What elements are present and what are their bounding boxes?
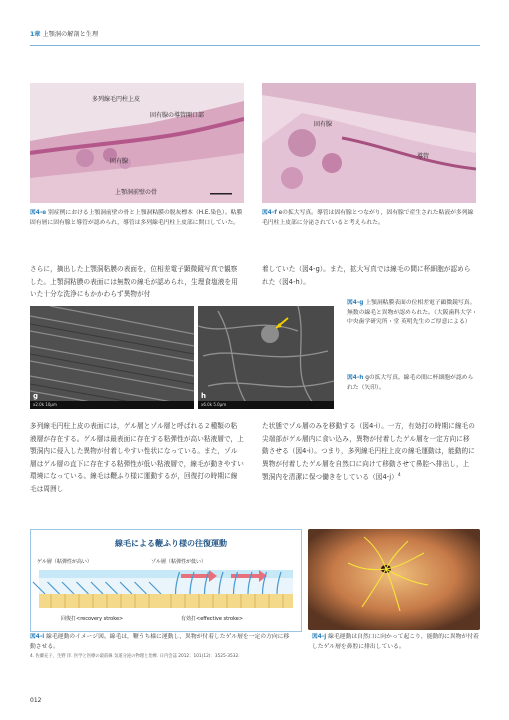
running-header: 1章 上顎洞の解剖と生理 — [30, 31, 99, 38]
label-pseudostratified-epithelium: 多列線毛円柱上皮 — [92, 96, 141, 103]
caption-4i: 図4-i 線毛運動のイメージ図。線毛は，鞭うち様に運動し，異物が付着したゲル層を一定の方向に移動させる。 — [30, 634, 290, 650]
label-bone: 上顎洞前壁の骨 — [115, 189, 158, 196]
sol-layer-label: ゾル層（粘弾性が低い） — [151, 559, 207, 565]
footnote-ref: 4 — [397, 473, 401, 479]
scale-bar-h: x6.0k 5.0μm — [198, 401, 334, 409]
label-gland-f: 固有腺 — [314, 121, 333, 128]
figure-4f-histology-magnified — [262, 83, 476, 203]
page-number: 012 — [30, 697, 42, 704]
scale-bar-g: x2.0k 10μm — [30, 401, 194, 409]
effective-stroke-label: 有効打<effective stroke> — [181, 616, 244, 622]
caption-4g: 図4-g 上顎洞粘膜表面の位相差電子顕微鏡写真。無数の線毛と異物が認められた。（大阪歯科大学・中央歯学研究所・堂 英明先生のご厚意による） — [347, 300, 478, 325]
panel-letter-h: h — [201, 392, 206, 400]
gel-layer-label: ゲル層（粘弾性が高い） — [37, 559, 92, 565]
body-text-2-right: た状態でゾル層のみを移動する（図4-i）。一方，有効打の時期に線毛の尖端部がゲル層内に食い込み，異物が付着したゲル層を一定方向に移動させる（図4-i）。つまり，多列線毛円柱上皮の線毛運動は，能動的に異物が付着したゲル層を自然口に向けて移動させて鼻腔へ排出し，上顎洞内を清潔に保つ働きをしている（図4-j）$^4$ — [262, 422, 475, 482]
figure-4e-histology — [30, 83, 244, 203]
figure-4j-endoscopy — [308, 529, 480, 630]
header-rule — [30, 45, 480, 46]
panel-letter-g: g — [33, 392, 39, 400]
recovery-stroke-label: 回復打<recovery stroke> — [61, 616, 124, 622]
figure-4i-diagram — [30, 529, 302, 632]
diagram-title: 線毛による鞭ふり様の往復運動 — [115, 539, 227, 548]
figure-4g-sem — [30, 306, 194, 409]
body-text-1-right: 着していた（図4-g）。また，拡大写真では線毛の間に杯細胞が認められた（図4-h）。 — [262, 265, 471, 286]
label-duct-opening: 固有腺の導管開口部 — [150, 112, 205, 119]
footnote: 4. 佐藤充子，生野 洋. 医学と医療の最前線 気道分泌の物理と治療. 日内会誌 2012；101(12)：3525-3532. — [30, 654, 240, 659]
body-text-2-left: 多列線毛円柱上皮の表面には，ゲル層とゾル層と呼ばれる２種類の粘液層が存在する。ゲル層は最表面に存在する粘弾性が高い粘液層で，上顎洞内に侵入した異物が付着しやすい性状になっている。また，ゾル層はゲル層の直下に存在する粘弾性が低い粘液層で，線毛が動きやすい環境になっている。線毛は鞭ふり様に運動するが，回復打の時期に線毛は周囲し — [30, 422, 244, 493]
body-text-1-left: さらに，摘出した上顎洞粘膜の表面を，位相差電子顕微鏡写真で観察した。上顎洞粘膜の表面には無数の線毛が認められ，生理食塩液を用いた十分な洗浄にもかかわらず異物が付 — [30, 265, 238, 299]
caption-4f: 図4-f eの拡大写真。導管は固有腺とつながり，固有腺で産生された粘液が多列線毛円柱上皮部に分泌されていると考えられた。 — [262, 210, 474, 226]
caption-4e: 図4-e 別症例における上顎洞前壁の骨と上顎洞粘膜の脱灰標本（H.E.染色）。粘膜固有層に固有腺と導管が認められ，導管は多列線毛円柱上皮部に開口していた。 — [30, 210, 243, 226]
caption-4h: 図4-h gの拡大写真。線毛の間に杯細胞が認められた（矢印）。 — [347, 375, 474, 391]
label-gland: 固有腺 — [110, 158, 129, 165]
caption-4j: 図4-j 線毛運動は自然口に向かって起こり，能動的に異物が付着したゲル層を鼻腔に排出している。 — [312, 634, 479, 650]
label-duct-f: 導管 — [417, 153, 430, 160]
figure-4h-sem — [198, 306, 334, 409]
